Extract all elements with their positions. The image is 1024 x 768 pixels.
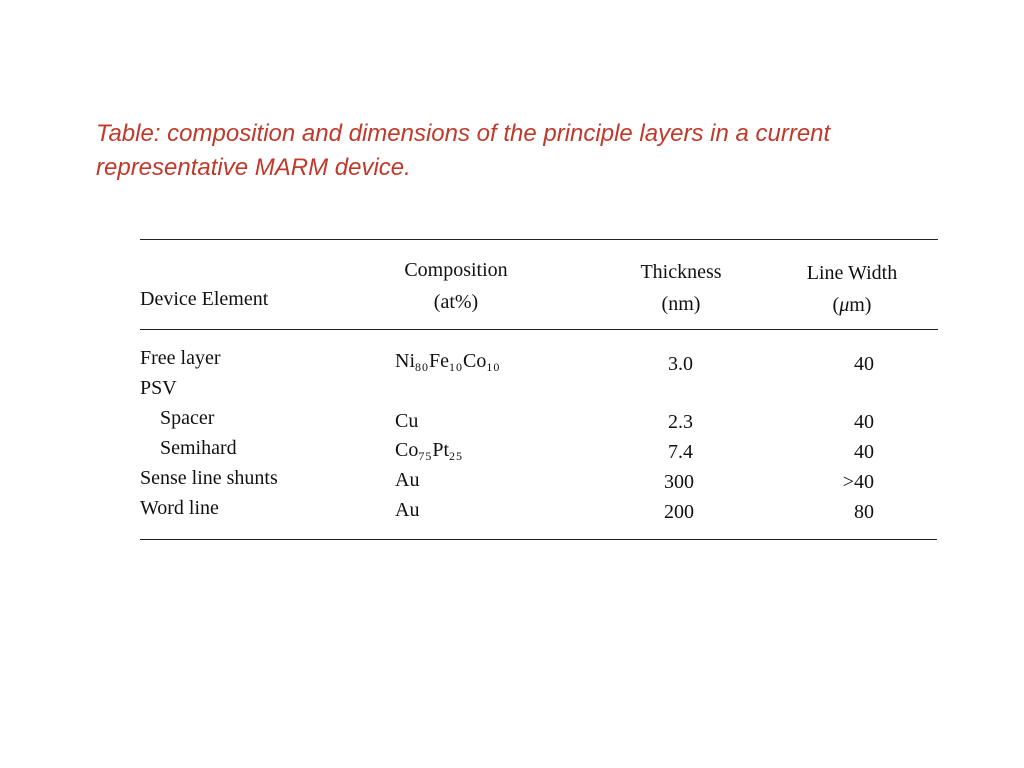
header-device-element: Device Element [140,288,269,310]
row-line-width: >40 [842,471,874,493]
unit-open: ( [832,294,840,316]
header-thickness-unit: (nm) [661,293,701,315]
row-element: Spacer [160,407,215,429]
row-element: Free layer [140,347,221,369]
row-thickness: 2.3 [668,411,693,433]
row-composition: Cu [395,410,419,432]
table-header-rule [140,329,938,330]
row-thickness: 200 [664,501,694,523]
unit-close: m) [849,294,872,316]
row-element: Sense line shunts [140,467,278,489]
row-thickness: 3.0 [668,353,693,375]
row-element: PSV [140,377,177,399]
row-composition: Au [395,469,420,491]
header-composition-unit: (at%) [433,291,479,313]
row-thickness: 300 [664,471,694,493]
row-line-width: 40 [854,411,874,433]
header-thickness: Thickness [640,261,722,283]
caption-line-1: Table: composition and dimensions of the principle layers in a current [96,120,831,147]
row-line-width: 40 [854,353,874,375]
header-composition: Composition [404,259,508,281]
row-composition: $Co_{75}Pt_{25}$ [395,439,464,463]
row-thickness: 7.4 [668,441,693,463]
row-line-width: 80 [854,501,874,523]
caption-line-2: representative MARM device. [96,154,411,181]
table-top-rule [140,239,938,240]
header-line-width-unit [777,293,927,317]
row-element: Word line [140,497,219,519]
row-element: Semihard [160,437,237,459]
row-composition: Au [395,499,420,521]
row-composition: $Ni_{80}Fe_{10}Co_{10}$ [395,350,501,374]
header-line-width: Line Width [806,262,898,284]
table-bottom-rule [140,539,937,540]
row-line-width: 40 [854,441,874,463]
mu-symbol: μ [839,294,850,316]
